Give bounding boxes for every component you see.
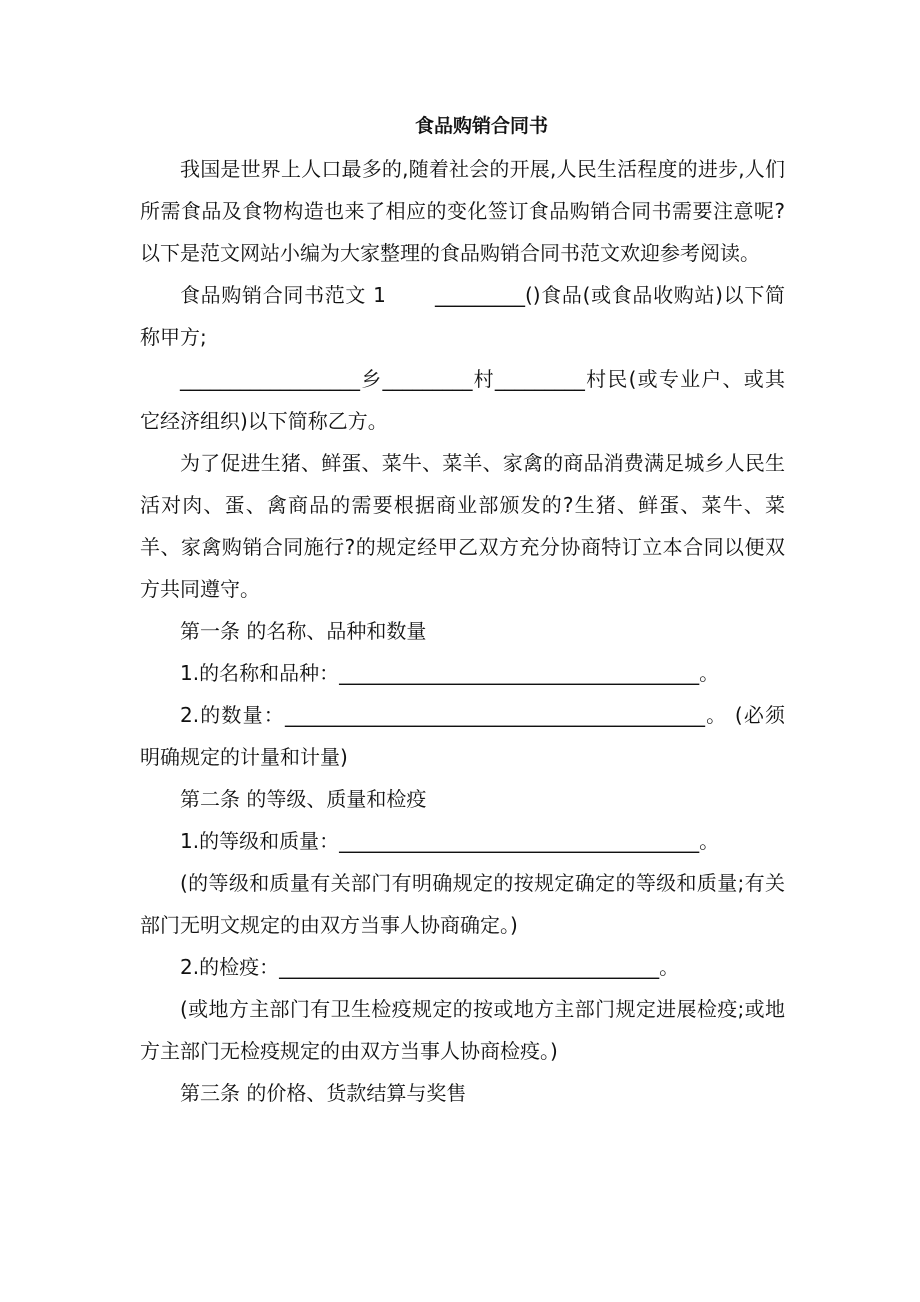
paragraph-purpose: 为了促进生猪、鲜蛋、菜牛、菜羊、家禽的商品消费满足城乡人民生活对肉、蛋、禽商品的需要根据商业部颁发的?生猪、鲜蛋、菜牛、菜羊、家禽购销合同施行?的规定经甲乙双方充分协商特订立本合同以便双方共同遵守。 xyxy=(140,451,785,601)
article-2-item-1: 1.的等级和质量：____________________________________。 xyxy=(180,829,720,853)
article-2-item-2: 2.的检疫：______________________________________。 xyxy=(180,955,680,979)
document-page xyxy=(140,108,785,1114)
paragraph-party-b: __________________乡_________村_________村民(或专业户、或其它经济组织)以下简称乙方。 xyxy=(140,367,785,433)
article-1-item-2: 2.的数量：__________________________________________。 (必须明确规定的计量和计量) xyxy=(140,703,785,769)
article-2-heading: 第二条 的等级、质量和检疫 xyxy=(180,787,427,811)
article-2-note-2: (或地方主部门有卫生检疫规定的按或地方主部门规定进展检疫;或地方主部门无检疫规定的由双方当事人协商检疫。) xyxy=(140,997,785,1063)
article-1-heading: 第一条 的名称、品种和数量 xyxy=(180,619,427,643)
document-title: 食品购销合同书 xyxy=(414,115,548,137)
paragraph-party-a: 食品购销合同书范文 1 _________()食品(或食品收购站)以下简称甲方; xyxy=(140,283,785,349)
paragraph-intro: 我国是世界上人口最多的,随着社会的开展,人民生活程度的进步,人们所需食品及食物构造也来了相应的变化签订食品购销合同书需要注意呢?以下是范文网站小编为大家整理的食品购销合同书范文欢迎参考阅读。 xyxy=(140,157,785,265)
article-2-note-1: (的等级和质量有关部门有明确规定的按规定确定的等级和质量;有关部门无明文规定的由双方当事人协商确定。) xyxy=(140,871,785,937)
article-3-heading: 第三条 的价格、货款结算与奖售 xyxy=(180,1081,467,1105)
article-1-item-1: 1.的名称和品种：____________________________________。 xyxy=(180,661,720,685)
